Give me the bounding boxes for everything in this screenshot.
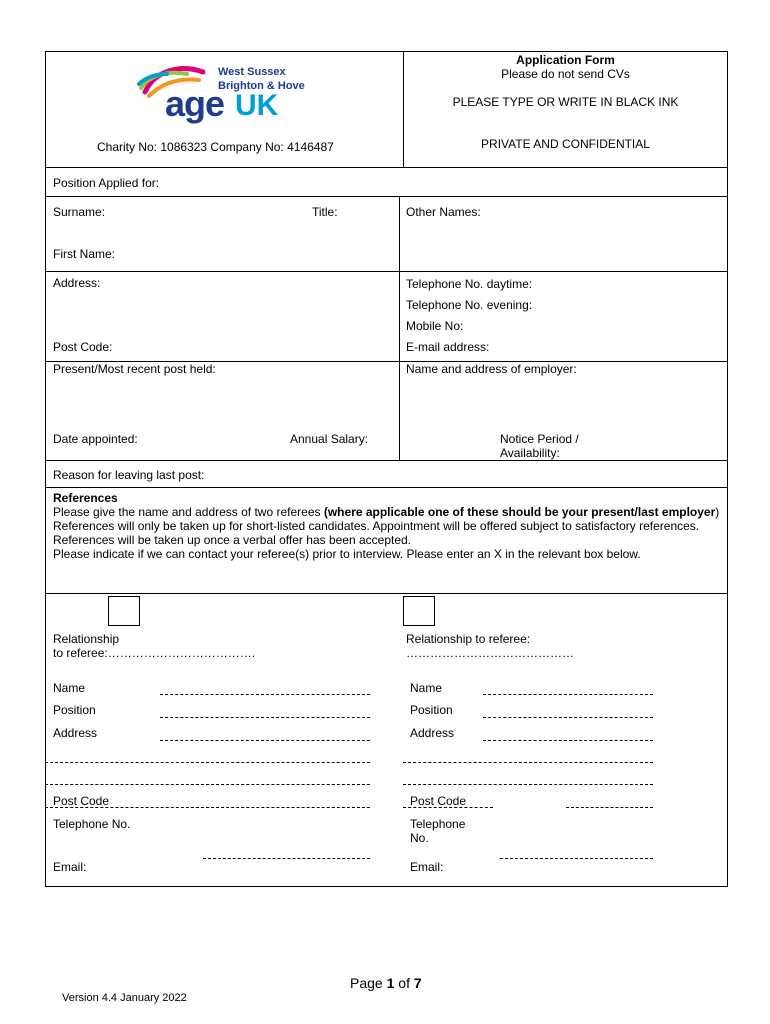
referee2-telephone-line[interactable] <box>500 858 653 859</box>
present-post-label: Present/Most recent post held: <box>53 362 216 376</box>
referee1-address-line2[interactable] <box>45 762 370 763</box>
references-heading: References <box>53 491 118 505</box>
position-applied-label: Position Applied for: <box>53 176 160 190</box>
form-title: Application Form <box>516 53 615 67</box>
version-label: Version 4.4 January 2022 <box>62 992 187 1004</box>
referee2-name-line[interactable] <box>483 694 653 695</box>
logo-line2: Brighton & Hove <box>218 80 305 92</box>
referee1-address-line3[interactable] <box>45 784 370 785</box>
tel-day-label: Telephone No. daytime: <box>406 277 533 291</box>
salary-label: Annual Salary: <box>290 432 369 446</box>
references-text-b: ) References will only be taken up for short-listed candidates. Appointment will be offered subject to satisfactory references. References will be taken up once a verbal offer has been accepted. <box>53 505 720 547</box>
referee2-position-line[interactable] <box>483 717 653 718</box>
referee1-telephone-line[interactable] <box>203 858 370 859</box>
page-total: 7 <box>413 975 422 991</box>
notice-label-line2: Availability: <box>500 446 560 460</box>
references-contact-note: Please indicate if we can contact your referee(s) prior to interview. Please enter an X in the relevant box below. <box>53 547 641 561</box>
referee1-postcode-label: Post Code <box>53 794 110 808</box>
ink-note: PLEASE TYPE OR WRITE IN BLACK INK <box>452 95 679 109</box>
page-of: of <box>394 975 414 991</box>
page-current: 1 <box>386 975 395 991</box>
surname-label: Surname: <box>53 205 106 219</box>
logo-uk: UK <box>235 89 279 122</box>
row-divider-employment <box>45 460 728 461</box>
referee1-name-label: Name <box>53 681 86 695</box>
referee1-postcode-line[interactable] <box>45 807 370 808</box>
email-label: E-mail address: <box>406 340 490 354</box>
reason-label: Reason for leaving last post: <box>53 468 205 482</box>
referee1-telephone-label: Telephone No. <box>53 817 131 831</box>
references-text-bold: (where applicable one of these should be your present/last employer <box>323 505 716 519</box>
references-text <box>53 505 721 547</box>
referee2-position-label: Position <box>410 703 453 717</box>
first-name-label: First Name: <box>53 247 116 261</box>
confidential-note: PRIVATE AND CONFIDENTIAL <box>481 137 650 151</box>
address-label: Address: <box>53 276 101 290</box>
referee2-contact-checkbox[interactable] <box>403 596 435 626</box>
logo-line1: West Sussex <box>218 66 286 78</box>
referee1-relationship-line2: to referee:………………………………. <box>53 646 256 660</box>
referee2-address-line2[interactable] <box>403 762 653 763</box>
referee2-relationship-line1: Relationship to referee: <box>406 632 531 646</box>
address-divider <box>399 271 400 461</box>
name-divider <box>399 196 400 272</box>
charity-info: Charity No: 1086323 Company No: 4146487 <box>97 140 334 154</box>
referee1-address-line1[interactable] <box>160 740 370 741</box>
referee2-telephone-line2: No. <box>410 831 429 845</box>
referee1-position-label: Position <box>53 703 96 717</box>
employer-label: Name and address of employer: <box>406 362 577 376</box>
referee1-name-line[interactable] <box>160 694 370 695</box>
age-uk-logo <box>135 62 315 128</box>
references-text-a: Please give the name and address of two referees <box>53 505 324 519</box>
referee2-postcode-line-b[interactable] <box>566 807 653 808</box>
page-prefix: Page <box>350 975 387 991</box>
row-divider-reason <box>45 487 728 488</box>
tel-evening-label: Telephone No. evening: <box>406 298 533 312</box>
referee2-postcode-line-a[interactable] <box>403 807 493 808</box>
no-cvs-note: Please do not send CVs <box>501 67 630 81</box>
referee1-relationship-line1: Relationship <box>53 632 120 646</box>
row-divider-name <box>45 271 728 272</box>
page-number <box>350 975 422 991</box>
mobile-label: Mobile No: <box>406 319 464 333</box>
referee2-address-line1[interactable] <box>483 740 653 741</box>
date-appointed-label: Date appointed: <box>53 432 138 446</box>
referee2-relationship-line2: …………………………………… <box>406 646 574 660</box>
referee1-email-label: Email: <box>53 860 87 874</box>
referee1-position-line[interactable] <box>160 717 370 718</box>
notice-label-line1: Notice Period / <box>500 432 579 446</box>
referee2-address-label: Address <box>410 726 455 740</box>
logo-age: age <box>165 83 225 124</box>
referee2-postcode-label: Post Code <box>410 794 467 808</box>
references-block <box>53 491 721 561</box>
referee2-email-label: Email: <box>410 860 444 874</box>
row-divider-position <box>45 196 728 197</box>
referee1-contact-checkbox[interactable] <box>108 596 140 626</box>
other-names-label: Other Names: <box>406 205 481 219</box>
referee2-telephone-line1: Telephone <box>410 817 466 831</box>
row-divider-header <box>45 167 728 168</box>
referee2-name-label: Name <box>410 681 443 695</box>
row-divider-references <box>45 593 728 594</box>
referee1-address-label: Address <box>53 726 98 740</box>
referee2-address-line3[interactable] <box>403 784 653 785</box>
title-label: Title: <box>312 205 338 219</box>
post-code-label: Post Code: <box>53 340 113 354</box>
